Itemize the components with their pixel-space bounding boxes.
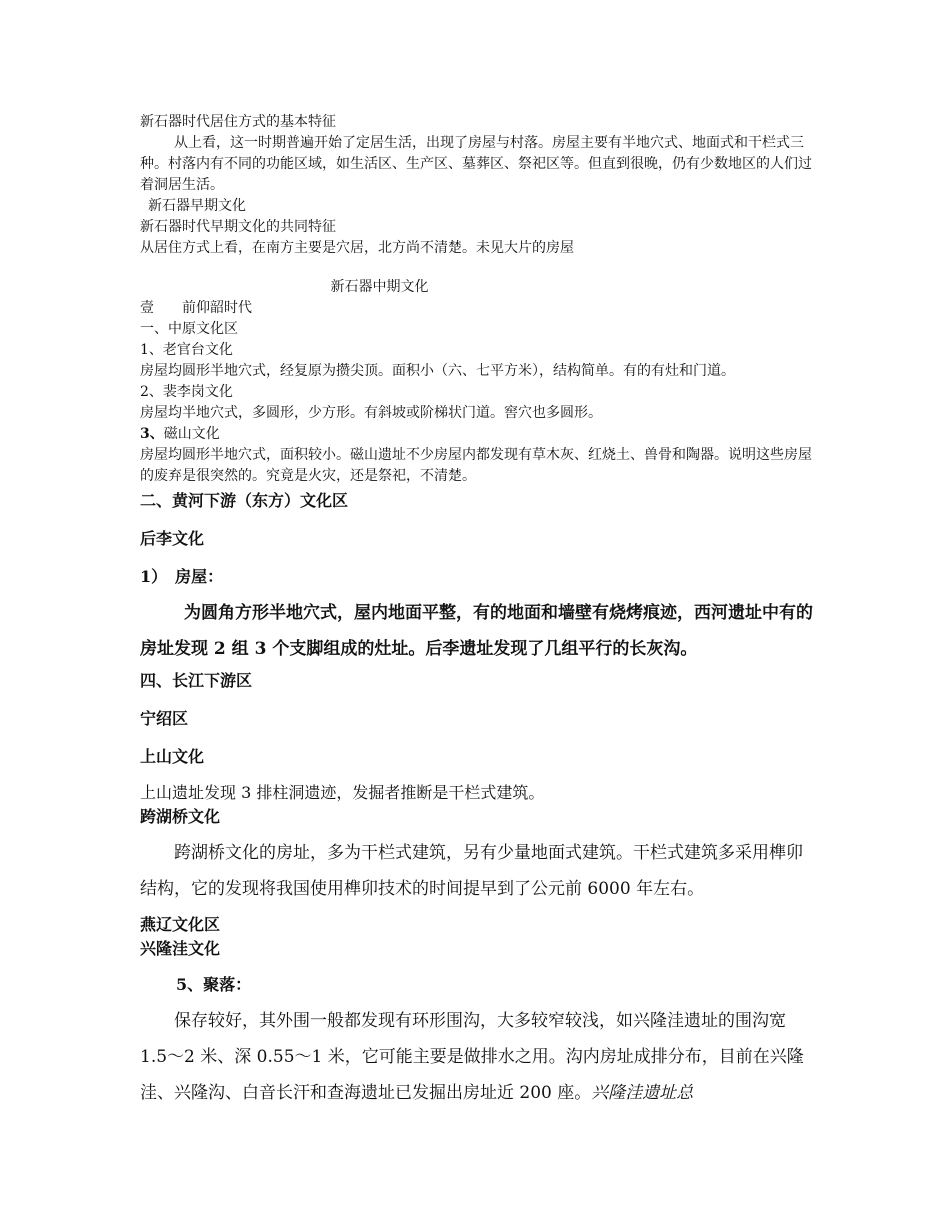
- paragraph-neolithic-features: 从上看，这一时期普遍开始了定居生活，出现了房屋与村落。房屋主要有半地穴式、地面式和干栏式三种。村落内有不同的功能区域，如生活区、生产区、墓葬区、祭祀区等。但直到很晚，仍有少数地区的人们过着洞居生活。: [140, 135, 812, 193]
- document-page: [140, 112, 815, 1111]
- heading-settlement: 5、聚落：: [176, 975, 252, 994]
- paragraph-laoguantai: 房屋均圆形半地穴式，经复原为攒尖顶。面积小（六、七平方米），结构简单。有的有灶和门道。: [140, 363, 735, 379]
- heading-central-plains-region: 一、中原文化区: [140, 321, 238, 337]
- heading-middle-culture: 新石器中期文化: [330, 279, 429, 295]
- heading-laoguantai: 1、老官台文化: [140, 342, 233, 358]
- heading-houses: 1） 房屋：: [140, 567, 224, 586]
- settlement-text: 保存较好，其外围一般都发现有环形围沟，大多较窄较浅，如兴隆洼遗址的围沟宽 1.5～2 米、深 0.55～1 米，它可能主要是做排水之用。沟内房址成排分布，目前在兴隆洼、兴隆沟、白音长汗和查海遗址已发掘出房址近 200 座。: [140, 1011, 804, 1103]
- heading-xinglongwa-culture: 兴隆洼文化: [140, 939, 221, 958]
- paragraph-early-common-features: 从居住方式上看，在南方主要是穴居，北方尚不清楚。未见大片的房屋: [140, 240, 574, 256]
- settlement-italic-text: 兴隆洼遗址总: [591, 1083, 694, 1103]
- heading-peiligang: 2、裴李岗文化: [140, 384, 233, 400]
- cishan-name: 磁山文化: [163, 426, 220, 442]
- paragraph-kuahuqiao: 跨湖桥文化的房址，多为干栏式建筑，另有少量地面式建筑。干栏式建筑多采用榫卯结构，它的发现将我国使用榫卯技术的时间提早到了公元前 6000 年左右。: [140, 843, 803, 899]
- spacer: [140, 259, 815, 277]
- paragraph-settlement: [140, 1003, 815, 1111]
- paragraph-houli-houses: 为圆角方形半地穴式，屋内地面平整，有的地面和墙壁有烧烤痕迹，西河遗址中有的房址发现 2 组 3 个支脚组成的灶址。后李遗址发现了几组平行的长灰沟。: [140, 603, 813, 659]
- heading-lower-yellow-river-region: 二、黄河下游（东方）文化区: [140, 491, 349, 510]
- heading-early-common-features: 新石器时代早期文化的共同特征: [140, 219, 336, 235]
- heading-houli-culture: 后李文化: [140, 529, 205, 548]
- heading-pre-yangshao: 壹 前仰韶时代: [140, 300, 252, 316]
- heading-shangshan-culture: 上山文化: [140, 747, 205, 766]
- heading-neolithic-features: 新石器时代居住方式的基本特征: [140, 114, 336, 130]
- paragraph-peiligang: 房屋均半地穴式，多圆形，少方形。有斜坡或阶梯状门道。窖穴也多圆形。: [140, 405, 602, 421]
- heading-lower-yangtze-region: 四、长江下游区: [140, 671, 253, 690]
- cishan-number: 3、: [140, 426, 164, 442]
- heading-kuahuqiao-culture: 跨湖桥文化: [140, 807, 221, 826]
- heading-ningshao-region: 宁绍区: [140, 709, 189, 728]
- paragraph-cishan: 房屋均圆形半地穴式，面积较小。磁山遗址不少房屋内都发现有草木灰、红烧土、兽骨和陶器。说明这些房屋的废弃是很突然的。究竟是火灾，还是祭祀，不清楚。: [140, 447, 812, 484]
- heading-yanliao-region: 燕辽文化区: [140, 915, 221, 934]
- heading-early-culture: 新石器早期文化: [148, 198, 246, 214]
- heading-cishan: [140, 424, 815, 445]
- paragraph-shangshan: 上山遗址发现 3 排柱洞遗迹，发掘者推断是干栏式建筑。: [140, 783, 545, 802]
